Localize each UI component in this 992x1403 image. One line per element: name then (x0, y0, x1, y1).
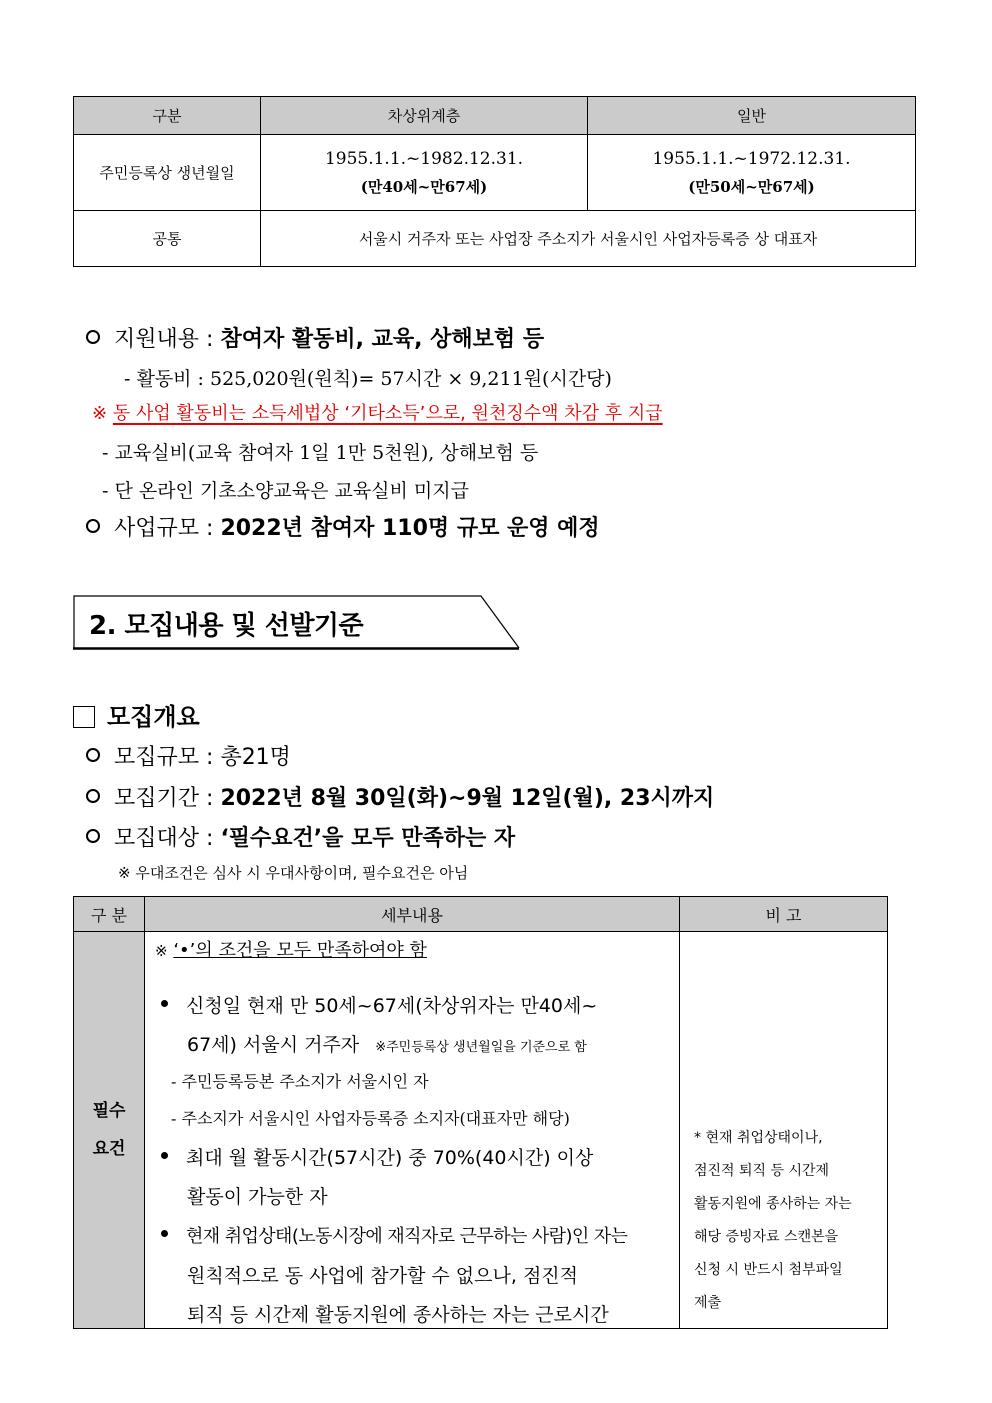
line-text: 현재 취업상태(노동시장에 재직자로 근무하는 사람)인 자는 (186, 1226, 628, 1247)
remark-line: * 현재 취업상태이나, (694, 1130, 823, 1146)
item-value: 2022년 8월 30일(화)~9월 12일(월), 23시까지 (220, 786, 715, 811)
separator: : (206, 786, 214, 811)
date-range: 1955.1.1.~1982.12.31. (324, 148, 524, 169)
requirement-hours-cont: 활동이 가능한 자 (187, 1186, 328, 1208)
remark-line: 신청 시 반드시 첨부파일 (694, 1262, 843, 1278)
tax-notice-text: 동 사업 활동비는 소득세법상 ‘기타소득’으로, 원천징수액 차감 후 지급 (112, 403, 663, 424)
overview-heading (73, 697, 200, 732)
details-cell (145, 932, 680, 1329)
bullet-icon (161, 1152, 168, 1159)
item-label: 모집규모 (114, 745, 200, 770)
table-row (74, 211, 916, 267)
scale-value: 2022년 참여자 110명 규모 운영 예정 (220, 516, 600, 541)
circle-bullet-icon (86, 829, 100, 843)
category-cell (74, 932, 145, 1329)
line-text: 67세) 서울시 거주자 (187, 1034, 360, 1056)
overview-title: 모집개요 (107, 703, 200, 731)
cell-low-income-birthdate (261, 135, 588, 211)
table-header-row (74, 97, 916, 135)
item-value: 총21명 (220, 745, 291, 770)
sub-requirement: - 주소지가 서울시인 사업자등록증 소지자(대표자만 해당) (171, 1109, 570, 1128)
tax-notice (92, 399, 663, 425)
remark-line: 제출 (694, 1295, 722, 1311)
item-label: 모집대상 (114, 826, 200, 851)
cell-common: 서울시 거주자 또는 사업장 주소지가 서울시인 사업자등록증 상 대표자 (261, 211, 916, 267)
requirement-employment-cont: 퇴직 등 시간제 활동지원에 종사하는 자는 근로시간 (187, 1304, 609, 1326)
item-value: ‘필수요건’을 모두 만족하는 자 (220, 826, 516, 851)
age-range: (만40세~만67세) (360, 177, 488, 196)
eligibility-table (73, 96, 916, 267)
requirement-age (161, 991, 597, 1018)
birthdate-note: ※주민등록상 생년월일을 기준으로 함 (375, 1040, 587, 1055)
row-label-common: 공통 (74, 211, 261, 267)
activity-fee-line: - 활동비 : 525,020원(원칙)= 57시간 × 9,211원(시간당) (124, 368, 612, 390)
header-low-income: 차상위계층 (261, 97, 588, 135)
line-text: 신청일 현재 만 50세~67세(차상위자는 만40세~ (186, 995, 598, 1017)
intro-line (155, 936, 427, 962)
separator: : (206, 327, 214, 352)
remark-text (694, 1122, 874, 1320)
overview-item-target (86, 821, 515, 852)
overview-item-period (86, 781, 714, 812)
requirement-employment (161, 1222, 627, 1248)
cell-general-birthdate (588, 135, 916, 211)
header-details: 세부내용 (145, 897, 680, 932)
header-general: 일반 (588, 97, 916, 135)
reference-mark-icon: ※ (92, 403, 108, 424)
header-category: 구분 (74, 97, 261, 135)
separator: : (206, 516, 214, 541)
separator: : (206, 745, 214, 770)
item-label: 모집기간 (114, 786, 200, 811)
row-label-birthdate: 주민등록상 생년월일 (74, 135, 261, 211)
section-header (73, 595, 519, 650)
requirement-age-cont (187, 1030, 587, 1057)
remark-line: 해당 증빙자료 스캔본을 (694, 1229, 839, 1245)
section-title: 2. 모집내용 및 선발기준 (89, 611, 364, 641)
reference-mark-icon: ※ (155, 942, 168, 960)
online-education-line: - 단 온라인 기초소양교육은 교육실비 미지급 (102, 480, 469, 502)
intro-text: ‘•’의 조건을 모두 만족하여야 함 (173, 940, 427, 961)
table-row (74, 932, 888, 1329)
line-text: 최대 월 활동시간(57시간) 중 70%(40시간) 이상 (186, 1147, 594, 1169)
support-line (86, 322, 544, 353)
bullet-icon (161, 1230, 168, 1237)
circle-bullet-icon (86, 330, 100, 344)
separator: : (206, 826, 214, 851)
table-row (74, 135, 916, 211)
bullet-icon (161, 1000, 168, 1007)
table-header-row (74, 897, 888, 932)
remark-line: 점진적 퇴직 등 시간제 (694, 1163, 830, 1179)
header-category: 구 분 (74, 897, 145, 932)
education-fee-line: - 교육실비(교육 참여자 1일 1만 5천원), 상해보험 등 (102, 442, 539, 464)
scale-label: 사업규모 (114, 516, 200, 541)
remark-line: 활동지원에 종사하는 자는 (694, 1196, 852, 1212)
support-value: 참여자 활동비, 교육, 상해보험 등 (220, 327, 545, 352)
requirements-table (73, 896, 888, 1329)
circle-bullet-icon (86, 789, 100, 803)
scale-line (86, 511, 600, 542)
requirement-employment-cont: 원칙적으로 동 사업에 참가할 수 없으나, 점진적 (187, 1265, 579, 1287)
header-remarks: 비 고 (680, 897, 888, 932)
age-range: (만50세~만67세) (688, 177, 815, 196)
circle-bullet-icon (86, 519, 100, 533)
circle-bullet-icon (86, 748, 100, 762)
category-line: 요건 (92, 1139, 126, 1159)
overview-item-scale (86, 740, 291, 771)
sub-requirement: - 주민등록등본 주소지가 서울시인 자 (171, 1072, 429, 1091)
requirement-hours (161, 1143, 593, 1170)
category-line: 필수 (92, 1101, 126, 1121)
square-bullet-icon (73, 706, 95, 728)
overview-note: ※ 우대조건은 심사 시 우대사항이며, 필수요건은 아님 (118, 864, 469, 882)
remarks-cell (680, 932, 888, 1329)
date-range: 1955.1.1.~1972.12.31. (652, 148, 851, 169)
support-label: 지원내용 (114, 327, 200, 352)
